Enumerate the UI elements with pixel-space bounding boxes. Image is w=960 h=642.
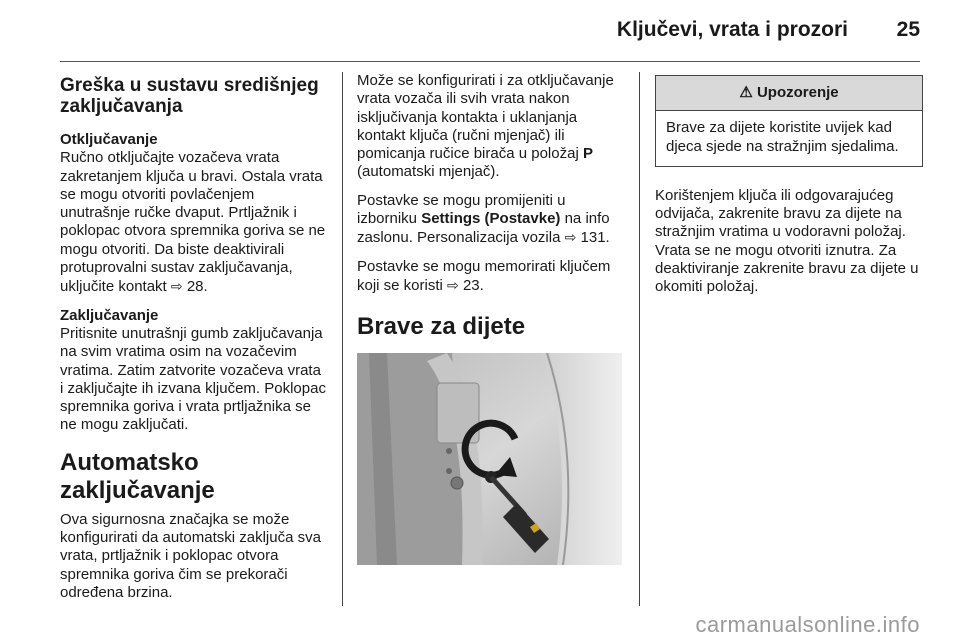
paragraph-auto-lock: Ova sigurnosna značajka se može konfigurirati da automatski zaključa sva vrata, prtljažnik i poklopac otvora spremnika goriva čim se prekorači određena brzina. bbox=[60, 510, 321, 601]
column-divider bbox=[342, 72, 343, 606]
warning-box bbox=[655, 75, 923, 167]
section-title-central-lock-fault: Greška u sustavu središnjeg zaključavanja bbox=[60, 75, 319, 117]
column-3 bbox=[655, 75, 923, 307]
subheading-unlocking: Otključavanje bbox=[60, 131, 158, 148]
subheading-locking: Zaključavanje bbox=[60, 306, 159, 324]
reference-arrow-icon: ⇨ bbox=[447, 276, 459, 293]
paragraph-locking: Pritisnite unutrašnji gumb zaključavanja na svim vratima osim na vozačevim vratima. Zatim zatvorite vozačeva vrata i zaključajte ih izvana ključem. Poklopac spremnika goriva i vrata prtljažnika se ne mogu zaključati. bbox=[60, 324, 326, 434]
warning-icon: ⚠ bbox=[739, 84, 753, 101]
column-2 bbox=[357, 72, 625, 565]
paragraph-unlocking: Ručno otključajte vozačeva vrata zakretanjem ključa u bravi. Ostala vrata se mogu otvoriti povlačenjem unutrašnje ručke dvaput. Prtljažnik i poklopac otvora spremnika goriva se ne mogu otvoriti. Da biste deaktivirali protuprovalni sustav zaključavanja, uključite kontakt ⇨ 28. bbox=[60, 149, 326, 296]
page-reference-link[interactable]: 28. bbox=[186, 278, 208, 296]
header-title: Ključevi, vrata i prozori bbox=[616, 18, 848, 41]
warning-text: Brave za dijete koristite uvijek kad djeca sjede na stražnjim sjedalima. bbox=[666, 119, 899, 155]
paragraph-child-lock-usage: Korištenjem ključa ili odgovarajućeg odvijača, zakrenite bravu za dijete na stražnjim vratima u vodoravni položaj. Vrata se ne mogu otvoriti iznutra. Za deaktiviranje zakrenite bravu za dijete u okomiti položaj. bbox=[655, 186, 919, 296]
paragraph-config: Može se konfigurirati i za otključavanje vrata vozača ili svih vrata nakon isključivanja kontakta i uklanjanja kontakt ključa (ručni mjenjač) ili pomicanja ručice birača u položaj P (automatski mjenjač). bbox=[357, 72, 614, 181]
page-header bbox=[0, 0, 960, 62]
column-divider bbox=[639, 72, 640, 606]
settings-menu-label: Settings (Postavke) bbox=[421, 210, 561, 228]
warning-header bbox=[656, 76, 922, 111]
gear-position-label: P bbox=[582, 145, 593, 163]
paragraph-settings: Postavke se mogu promijeniti u izborniku Settings (Postavke) na info zaslonu. Personalizacija vozila ⇨ 131. bbox=[357, 191, 610, 247]
watermark: carmanualsonline.info bbox=[695, 612, 920, 637]
page-reference-link[interactable]: 131. bbox=[580, 229, 610, 247]
paragraph-memorize: Postavke se mogu memorirati ključem koji se koristi ⇨ 23. bbox=[357, 257, 611, 294]
page-number: 25 bbox=[896, 18, 920, 41]
reference-arrow-icon: ⇨ bbox=[564, 229, 577, 246]
warning-title: Upozorenje bbox=[756, 84, 839, 101]
section-title-child-locks: Brave za dijete bbox=[357, 313, 526, 341]
section-title-auto-lock: Automatsko zaključavanje bbox=[60, 448, 215, 504]
page-reference-link[interactable]: 23. bbox=[462, 276, 484, 294]
reference-arrow-icon: ⇨ bbox=[170, 278, 183, 295]
child-lock-illustration bbox=[357, 353, 622, 565]
column-1 bbox=[60, 72, 328, 612]
header-rule bbox=[60, 61, 920, 62]
